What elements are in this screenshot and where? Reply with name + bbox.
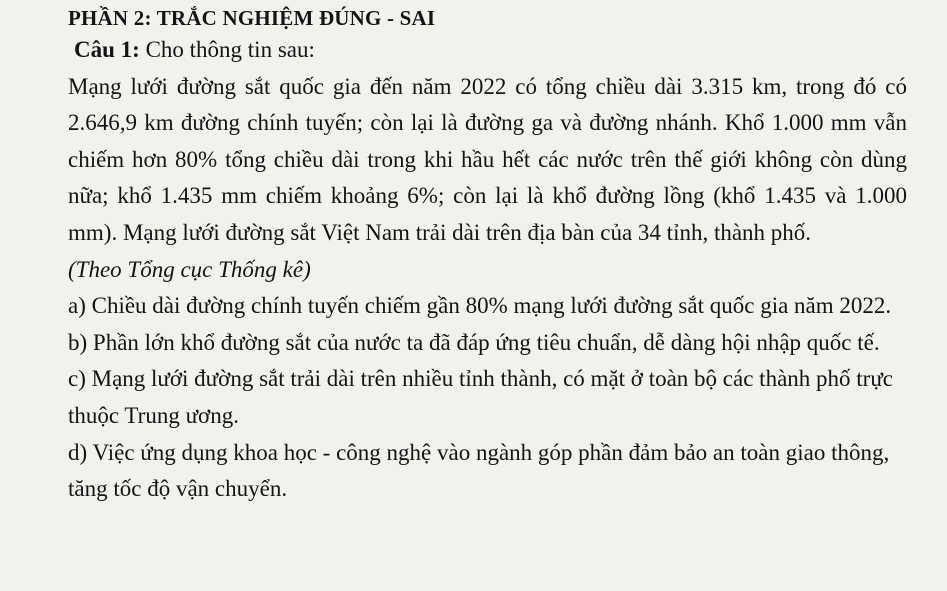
statement-a: a) Chiều dài đường chính tuyến chiếm gần 80% mạng lưới đường sắt quốc gia năm 2022. (68, 293, 892, 319)
source-citation: (Theo Tổng cục Thống kê) (68, 256, 311, 282)
info-passage: Mạng lưới đường sắt quốc gia đến năm 2022 có tổng chiều dài 3.315 km, trong đó có 2.646,9 km đường chính tuyến; còn lại là đường ga và đường nhánh. Khổ 1.000 mm vẫn chiếm hơn 80% tổng chiều dài trong khi hầu hết các nước trên thế giới không còn dùng nữa; khổ 1.435 mm chiếm khoảng 6%; còn lại là khổ đường lồng (khổ 1.435 và 1.000 mm). Mạng lưới đường sắt Việt Nam trải dài trên địa bàn của 34 tỉnh, thành phố. (68, 73, 907, 245)
part-title: PHẦN 2: TRẮC NGHIỆM ĐÚNG - SAI (68, 6, 436, 30)
question-label: Câu 1: (74, 37, 140, 62)
statement-c: c) Mạng lưới đường sắt trải dài trên nhiều tỉnh thành, có mặt ở toàn bộ các thành phố trực thuộc Trung ương. (68, 366, 894, 428)
statement-b: b) Phần lớn khổ đường sắt của nước ta đã đáp ứng tiêu chuẩn, dễ dàng hội nhập quốc tế. (68, 329, 880, 355)
statement-d: d) Việc ứng dụng khoa học - công nghệ vào ngành góp phần đảm bảo an toàn giao thông, tăng tốc độ vận chuyển. (68, 439, 890, 502)
cropped-next-line (68, 584, 468, 591)
question-prompt: Cho thông tin sau: (145, 37, 315, 62)
question-header (68, 32, 907, 69)
